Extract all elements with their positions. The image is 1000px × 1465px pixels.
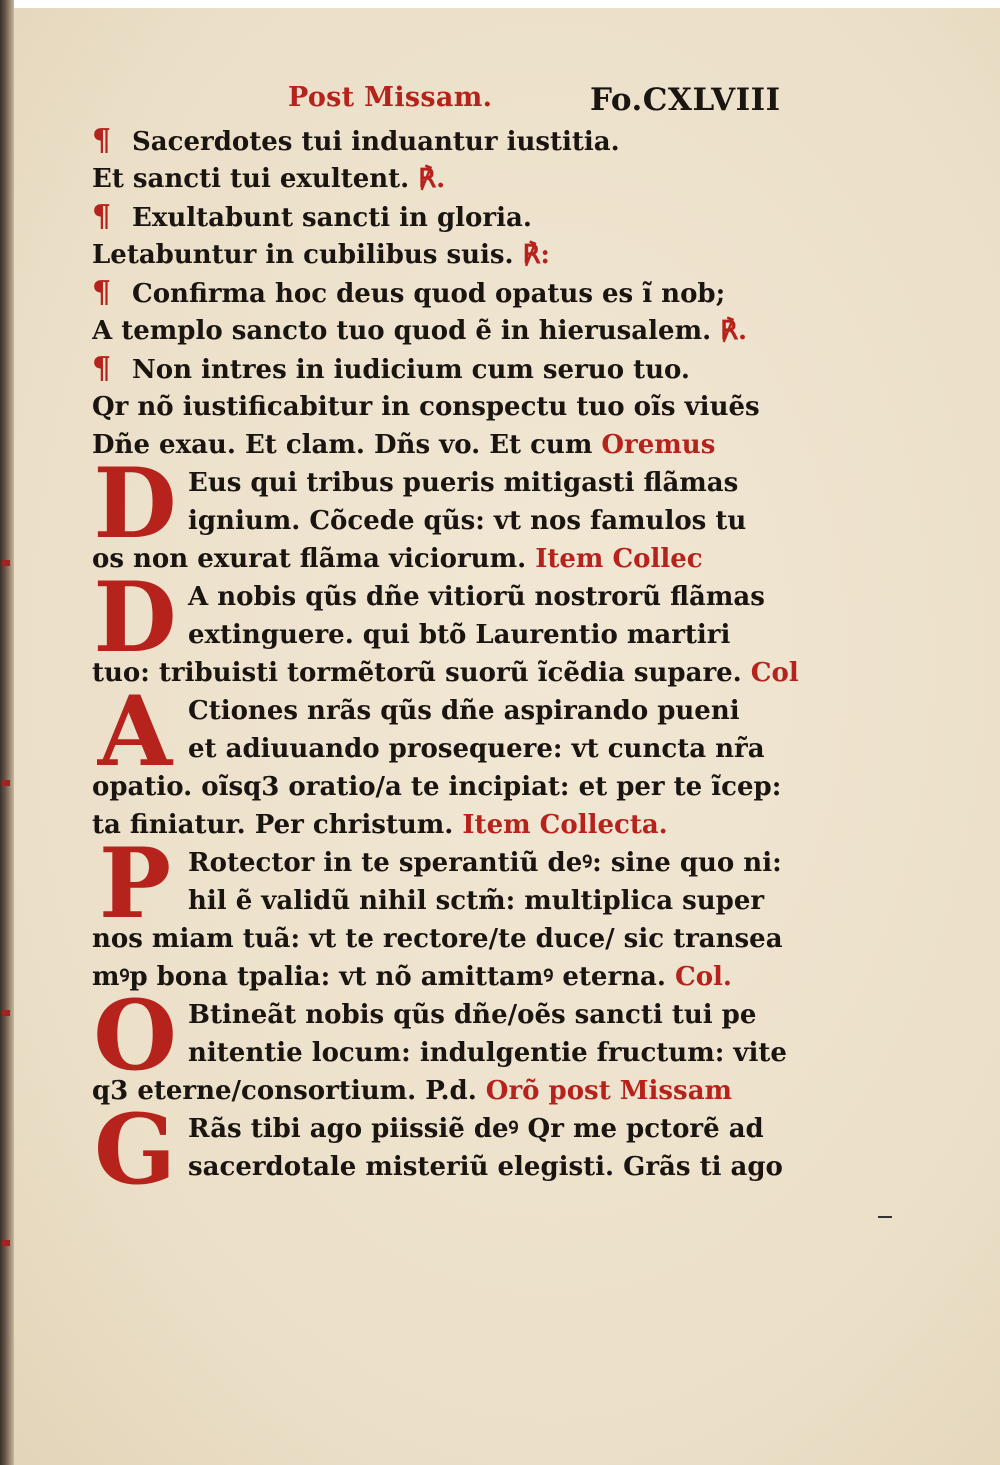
rubric-text: Col	[750, 658, 799, 688]
text-span: extinguere. qui btõ Laurentio martiri	[188, 620, 731, 650]
text-line	[92, 616, 852, 654]
text-span: ignium. Cõcede qũs: vt nos famulos tu	[188, 506, 747, 536]
folio-number: Fo.CXLVIII	[590, 82, 781, 118]
text-line	[92, 882, 852, 920]
text-span: Dñe exau. Et clam. Dñs vo. Et cum	[92, 430, 602, 460]
rubric-text: ℟.	[418, 164, 446, 194]
pilcrow-mark: ¶	[92, 199, 112, 234]
text-line	[92, 768, 852, 806]
page-header	[0, 82, 1000, 126]
rubric-text: Orõ post Missam	[485, 1076, 733, 1106]
text-line	[92, 350, 852, 388]
body-text	[92, 122, 852, 1186]
drop-capital: D	[93, 447, 177, 560]
text-line	[92, 426, 852, 464]
text-span: Exultabunt sancti in gloria.	[132, 203, 532, 233]
text-span: ta finiatur. Per christum.	[92, 810, 463, 840]
text-span: Non intres in iudicium cum seruo tuo.	[132, 355, 690, 385]
text-line	[92, 806, 852, 844]
text-line	[92, 1148, 852, 1186]
drop-capital: G	[94, 1093, 176, 1206]
text-span: Letabuntur in cubilibus suis.	[92, 240, 523, 270]
drop-capital: P	[98, 827, 172, 940]
page-top-edge	[0, 0, 1000, 8]
text-line	[92, 540, 852, 578]
text-span: tuo: tribuisti tormẽtorũ suorũ ĩcẽdia supare.	[92, 658, 751, 688]
pilcrow-mark: ¶	[92, 275, 112, 310]
text-line	[92, 844, 852, 882]
text-line	[92, 274, 852, 312]
text-span: Et sancti tui exultent.	[92, 164, 419, 194]
text-span: et adiuuando prosequere: vt cuncta nr̃a	[188, 734, 765, 764]
text-line	[92, 730, 852, 768]
text-span: nos miam tuã: vt te rectore/te duce/ sic transea	[92, 924, 783, 954]
text-line	[92, 502, 852, 540]
text-span: nitentie locum: indulgentie fructum: vite	[188, 1038, 787, 1068]
margin-mark	[878, 1216, 892, 1218]
text-line	[92, 1034, 852, 1072]
text-span: os non exurat flãma viciorum.	[92, 544, 536, 574]
text-span: sacerdotale misteriũ elegisti. Grãs ti ago	[188, 1152, 783, 1182]
pilcrow-mark: ¶	[92, 123, 112, 158]
pilcrow-mark: ¶	[92, 351, 112, 386]
rubric-text: Col.	[675, 962, 732, 992]
text-span: A templo sancto tuo quod ẽ in hierusalem.	[92, 316, 721, 346]
rubric-text: Item Collecta.	[462, 810, 668, 840]
text-span: Rotector in te sperantiũ deꝰ: sine quo ni:	[188, 848, 782, 878]
drop-capital: A	[97, 675, 173, 788]
text-span: Btineãt nobis qũs dñe/oẽs sancti tui pe	[188, 1000, 757, 1030]
text-line	[92, 122, 852, 160]
text-line	[92, 1072, 852, 1110]
text-line	[92, 464, 852, 502]
text-line	[92, 198, 852, 236]
text-span: Ctiones nrãs qũs dñe aspirando pueni	[188, 696, 740, 726]
text-span: opatio. oĩsq3 oratio/a te incipiat: et per te ĩcep:	[92, 772, 782, 802]
text-span: A nobis qũs dñe vitiorũ nostrorũ flãmas	[188, 582, 765, 612]
text-span: Qr nõ iustificabitur in conspectu tuo oĩs viuẽs	[92, 392, 760, 422]
text-line	[92, 1110, 852, 1148]
text-line	[92, 654, 852, 692]
text-span: hil ẽ validũ nihil sctm̃: multiplica super	[188, 886, 765, 916]
rubric-text: Item Collec	[535, 544, 703, 574]
text-line	[92, 692, 852, 730]
rubric-text: ℟:	[522, 240, 551, 270]
rubric-text: ℟.	[720, 316, 748, 346]
text-line	[92, 312, 852, 350]
drop-capital: D	[93, 561, 177, 674]
text-span: Eus qui tribus pueris mitigasti flãmas	[188, 468, 739, 498]
drop-capital: O	[93, 979, 177, 1092]
text-span: Confirma hoc deus quod opatus es ĩ nob;	[132, 279, 726, 309]
running-head: Post Missam.	[288, 82, 493, 113]
text-line	[92, 160, 852, 198]
text-span: q3 eterne/consortium. P.d.	[92, 1076, 486, 1106]
text-line	[92, 996, 852, 1034]
text-span: Rãs tibi ago piissiẽ deꝰ Qr me pctorẽ ad	[188, 1114, 764, 1144]
text-span: Sacerdotes tui induantur iustitia.	[132, 127, 620, 157]
text-span: mꝰp bona tpalia: vt nõ amittamꝰ eterna.	[92, 962, 675, 992]
text-line	[92, 578, 852, 616]
text-line	[92, 236, 852, 274]
text-line	[92, 958, 852, 996]
book-spine	[0, 0, 14, 1465]
text-line	[92, 920, 852, 958]
rubric-text: Oremus	[601, 430, 716, 460]
text-line	[92, 388, 852, 426]
